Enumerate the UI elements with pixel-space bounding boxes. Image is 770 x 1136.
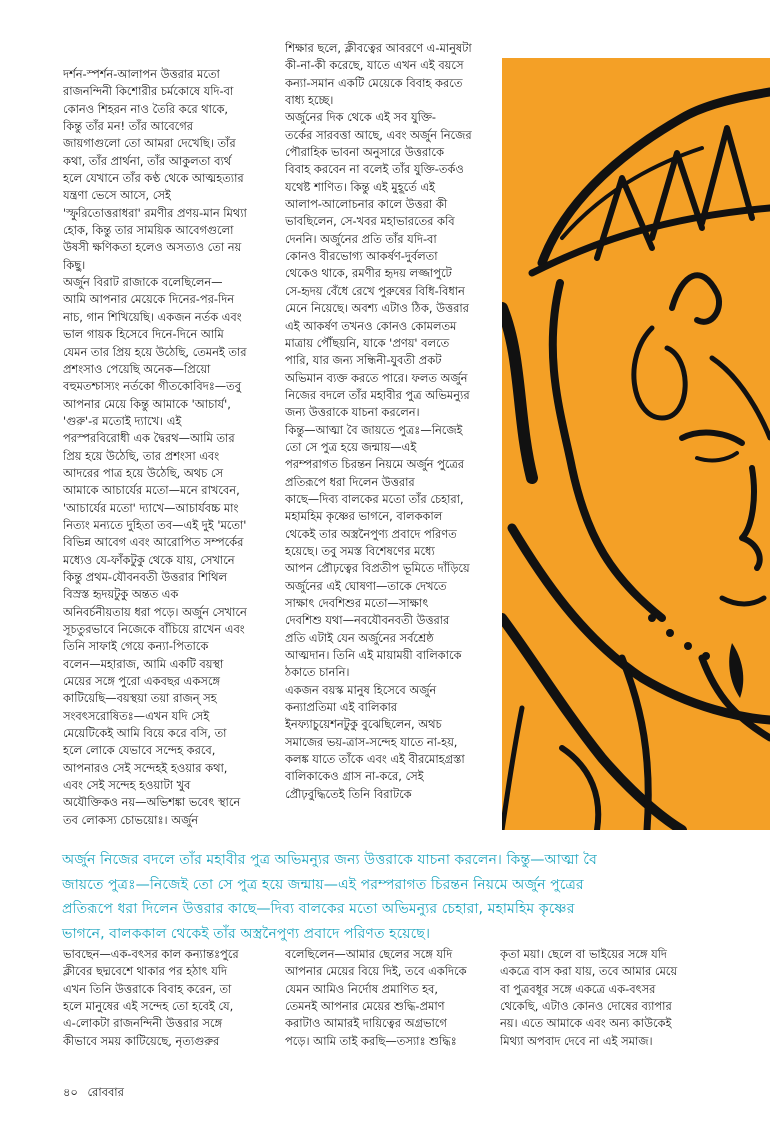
text-line: আলাপ-আলোচনার কালে উত্তরা কী bbox=[285, 197, 448, 212]
text-line: প্রিয় হয়ে উঠেছি, তার প্রশংসা এবং bbox=[63, 448, 220, 463]
text-line: আপনার মেয়ের বিয়ে দিই, তবে একদিকে bbox=[285, 964, 467, 979]
text-line: প্রৌঢ়বুদ্ধিতেই তিনি বিরাটকে bbox=[285, 786, 412, 801]
text-line: পরস্পরবিরোধী এক দ্বৈরথ—আমি তার bbox=[63, 431, 235, 446]
text-line: ইনফ্যাচুয়েশনটুকু বুঝেছিলেন, অথচ bbox=[285, 717, 442, 732]
text-line: এই আকর্ষণ তখনও কোনও কোমলতম bbox=[285, 318, 457, 333]
text-line: আত্মদান। তিনি এই মায়াময়ী বালিকাকে bbox=[285, 648, 462, 663]
text-line: ভাবছেন—এক-বৎসর কাল কন্যান্তঃপুরে bbox=[63, 947, 239, 961]
text-line: যেমন আমিও নির্দোষ প্রমাণিত হব, bbox=[285, 981, 439, 996]
text-line: তিনি সাফাই গেয়ে কন্যা-পিতাকে bbox=[63, 639, 209, 654]
text-line: জায়গাগুলো তো আমরা দেখেছি। তাঁর bbox=[63, 136, 236, 151]
arjuna-illustration bbox=[502, 58, 770, 830]
text-line: দেবশিশু যথা—নবযৌবনবতী উত্তরার bbox=[285, 613, 450, 628]
text-line: মহামহিম কৃষ্ণের ভাগনে, বালককাল bbox=[285, 509, 443, 524]
text-line: রাজনন্দিনী কিশোরীর চর্মকোষে যদি-বা bbox=[63, 84, 234, 99]
text-line: অর্জুন বিরাট রাজাকে বলেছিলেন— bbox=[63, 275, 223, 290]
text-line: কোনও শিহরন নাও তৈরি করে থাকে, bbox=[63, 101, 229, 116]
text-line: এখন তিনি উত্তরাকে বিবাহ করেন, তা bbox=[63, 981, 232, 996]
text-line: কন্যাপ্রতিমা এই বালিকার bbox=[285, 700, 398, 715]
text-line: ক্লীবের ছদ্মবেশে থাকার পর হঠাৎ যদি bbox=[63, 964, 228, 979]
pull-quote bbox=[62, 848, 722, 946]
text-line: প্রতিরূপে ধরা দিলেন উত্তরার bbox=[285, 474, 415, 489]
text-line: ঠকাতে চাননি। bbox=[285, 665, 350, 680]
text-line: মাত্রায় পৌঁছয়নি, যাকে 'প্রণয়' বলতে bbox=[285, 335, 450, 350]
text-line: মেয়ের সঙ্গে পুরো একবছর একসঙ্গে bbox=[63, 674, 220, 689]
text-line: বা পুত্রবধূর সঙ্গে একত্রে এক-বৎসর bbox=[500, 981, 656, 996]
text-line: কিন্তু—আত্মা বৈ জায়তে পুত্রঃ—নিজেই bbox=[285, 422, 463, 437]
text-line: কিন্তু প্রথম-যৌবনবতী উত্তরার শিথিল bbox=[63, 569, 227, 584]
page-number: ৪০ bbox=[63, 1085, 78, 1099]
text-line: কৃতা ময়া। ছেলে বা ভাইয়ের সঙ্গে যদি bbox=[500, 947, 667, 961]
text-line: অভিমান ব্যক্ত করতে পারে। ফলত অর্জুন bbox=[285, 370, 468, 385]
text-line: কিন্তু তাঁর মন! তাঁর আবেগের bbox=[63, 119, 193, 134]
text-line: বিভিন্ন আবেগ এবং আরোপিত সম্পর্কের bbox=[63, 535, 244, 550]
text-line: বালিকাকেও গ্রাস না-করে, সেই bbox=[285, 769, 424, 784]
text-line: জন্য উত্তরাকে যাচনা করলেন। bbox=[285, 405, 420, 420]
text-line: আপনার মেয়ে কিন্তু আমাকে 'আচার্য', bbox=[63, 396, 231, 411]
text-line: একজন বয়স্ক মানুষ হিসেবে অর্জুন bbox=[285, 682, 437, 697]
text-line: কোনও বীরভোগ্য আকর্ষণ-দুর্বলতা bbox=[285, 249, 438, 264]
text-line: কী-না-কী করেছে, যাতে এখন এই বয়সে bbox=[285, 58, 464, 73]
body-column-3 bbox=[63, 946, 263, 1050]
text-line: শিক্ষার ছলে, ক্লীবত্বের আবরণে এ-মানুষটা bbox=[285, 41, 472, 55]
text-line: কন্যা-সমান একটি মেয়েকে বিবাহ করতে bbox=[285, 75, 463, 90]
text-line: পৌরাহিক ভাবনা অনুসারে উত্তরাকে bbox=[285, 145, 444, 160]
text-line: প্রতিরূপে ধরা দিলেন উত্তরার কাছে—দিব্য বালকের মতো অভিমন্যুর চেহারা, মহামহিম কৃষ্ণের bbox=[62, 901, 575, 917]
text-line: হলে যেখানে তাঁর কণ্ঠ থেকে আত্মহত্যার bbox=[63, 171, 244, 186]
body-column-4 bbox=[285, 946, 485, 1050]
text-line: মেয়েটিকেই আমি বিয়ে করে বসি, তা bbox=[63, 726, 227, 741]
text-line: তব লোকস্য চোভয়োঃ। অর্জুন bbox=[63, 812, 199, 827]
text-line: পরম্পরাগত চিরন্তন নিয়মে অর্জুন পুত্রের bbox=[285, 457, 465, 472]
text-line: নাচ, গান শিখিয়েছি। একজন নর্তক এবং bbox=[63, 309, 242, 324]
text-line: অযৌক্তিকও নয়—অভিশঙ্কা ভবেৎ স্থানে bbox=[63, 795, 241, 810]
text-line: বাধ্য হচ্ছে। bbox=[285, 93, 334, 108]
text-line: আমি আপনার মেয়েকে দিনের-পর-দিন bbox=[63, 292, 235, 307]
text-line: সাক্ষাৎ দেবশিশুর মতো—সাক্ষাৎ bbox=[285, 596, 429, 610]
text-line: হলে লোকে যেভাবে সন্দেহ করবে, bbox=[63, 743, 216, 758]
text-line: ভাল গায়ক হিসেবে দিনে-দিনে আমি bbox=[63, 327, 224, 342]
text-line: আপনারও সেই সন্দেহই হওয়ার কথা, bbox=[63, 760, 228, 775]
text-line: যেমন তার প্রিয় হয়ে উঠেছি, তেমনই তার bbox=[63, 344, 247, 359]
text-line: পারি, যার জন্য সন্ধিনী-যুবতী প্রকট bbox=[285, 353, 442, 368]
text-line: একত্রে বাস করা যায়, তবে আমার মেয়ে bbox=[500, 964, 678, 979]
text-line: করাটাও আমারই দায়িত্বের অগ্রভাগে bbox=[285, 1016, 447, 1031]
text-line: যথেষ্ট শাণিত। কিন্তু এই মুহূর্তে এই bbox=[285, 179, 435, 194]
text-line: বিস্রস্ত হৃদয়টুকু অন্তত এক bbox=[63, 587, 179, 602]
text-line: মিথ্যা অপবাদ দেবে না এই সমাজ। bbox=[500, 1033, 653, 1048]
text-line: নিত্যং মন্যতে দুহিতা তব—এই দুই 'মতো' bbox=[63, 517, 247, 532]
text-line: আদরের পাত্র হয়ে উঠেছি, অথচ সে bbox=[63, 465, 224, 480]
body-column-1 bbox=[63, 66, 263, 829]
text-line: দেননি। অর্জুনের প্রতি তাঁর যদি-বা bbox=[285, 231, 437, 246]
text-line: কলঙ্ক যাতে তাঁকে এবং এই বীরমোহগ্রস্তা bbox=[285, 752, 465, 767]
text-line: নিজের বদলে তাঁর মহাবীর পুত্র অভিমন্যুর bbox=[285, 387, 470, 402]
text-line: কথা, তাঁর প্রার্থনা, তাঁর আকুলতা ব্যর্থ bbox=[63, 153, 232, 168]
text-line: 'গুরু'-র মতোই দ্যাখে। এই bbox=[63, 413, 182, 428]
body-column-2 bbox=[285, 40, 501, 803]
text-line: ভাবছিলেন, সে-খবর মহাভারতের কবি bbox=[285, 214, 455, 229]
text-line: মধ্যেও যে-ফাঁকটুকু থেকে যায়, সেখানে bbox=[63, 552, 235, 567]
page-footer bbox=[63, 1084, 130, 1103]
text-line: তো সে পুত্র হয়ে জন্মায়—এই bbox=[285, 439, 417, 454]
text-line: বলেন—মহারাজ, আমি একটি বয়স্থা bbox=[63, 656, 224, 671]
text-line: অর্জুনের দিক থেকে এই সব যুক্তি- bbox=[285, 110, 437, 125]
text-line: হয়েছে। তবু সমস্ত বিশেষণের মধ্যে bbox=[285, 543, 435, 558]
text-line: বহুমতশ্চাস্যং নর্তকো গীতকোবিদঃ—তবু bbox=[63, 379, 242, 394]
text-line: সূচতুরভাবে নিজেকে বাঁচিয়ে রাখেন এবং bbox=[63, 622, 245, 636]
text-line: সংবৎসরোষিতঃ—এখন যদি সেই bbox=[63, 708, 210, 723]
text-line: কীভাবে সময় কাটিয়েছে, নৃত্যগুরুর bbox=[63, 1033, 220, 1048]
text-line: কাছে—দিব্য বালকের মতো তাঁর চেহারা, bbox=[285, 491, 464, 506]
text-line: বিবাহ করবেন না বলেই তাঁর যুক্তি-তর্কও bbox=[285, 162, 464, 177]
text-line: সে-হৃদয় বেঁধে রেখে পুরুষের বিধি-বিধান bbox=[285, 283, 465, 298]
text-line: তেমনই আপনার মেয়ের শুদ্ধি-প্রমাণ bbox=[285, 999, 445, 1014]
text-line: পড়ে। আমি তাই করছি—তস্যাঃ শুদ্ধিঃ bbox=[285, 1033, 457, 1048]
text-line: এবং সেই সন্দেহ হওয়াটা খুব bbox=[63, 778, 191, 793]
text-line: অর্জুনের এই ঘোষণা—তাকে দেখতে bbox=[285, 578, 447, 593]
text-line: দর্শন-স্পর্শন-আলাপন উত্তরার মতো bbox=[63, 67, 220, 81]
text-line: কাটিয়েছি—বয়স্থয়া তয়া রাজন্ সহ bbox=[63, 691, 217, 706]
text-line: প্রশংসাও পেয়েছি অনেক—প্রিয়ো bbox=[63, 361, 211, 376]
text-line: 'স্ফুরিতোত্তরাধরা' রমণীর প্রণয়-মান মিথ্যা bbox=[63, 205, 247, 220]
text-line: তর্কের সারবত্তা আছে, এবং অর্জুন নিজের bbox=[285, 127, 472, 142]
text-line: মেনে নিয়েছে। অবশ্য এটাও ঠিক, উত্তরার bbox=[285, 301, 469, 316]
text-line: সমাজের ভয়-ত্রাস-সন্দেহ যাতে না-হয়, bbox=[285, 734, 458, 749]
text-line: কিছু। bbox=[63, 257, 86, 272]
text-line: জায়তে পুত্রঃ—নিজেই তো সে পুত্র হয়ে জন্মায়—এই পরম্পরাগত চিরন্তন নিয়মে অর্জুন পুত্রের bbox=[62, 876, 584, 893]
text-line: বলেছিলেন—আমার ছেলের সঙ্গে যদি bbox=[285, 947, 453, 961]
text-line: থেকেও থাকে, রমণীর হৃদয় লজ্জাপুটে bbox=[285, 266, 452, 281]
body-column-5 bbox=[500, 946, 710, 1050]
text-line: নয়। এতে আমাকে এবং অন্য কাউকেই bbox=[500, 1016, 672, 1031]
text-line: যন্ত্রণা ভেসে আসে, সেই bbox=[63, 188, 171, 203]
text-line: ভাগনে, বালককাল থেকেই তাঁর অস্ত্রনৈপুণ্য প্রবাদে পরিণত হয়েছে। bbox=[62, 925, 431, 942]
text-line: হলে মানুষের এই সন্দেহ তো হবেই যে, bbox=[63, 999, 234, 1014]
section-name: রোববার bbox=[87, 1085, 124, 1099]
text-line: 'আচার্যের মতো' দ্যাখে—আচার্যবচ্চ মাং bbox=[63, 500, 239, 515]
text-line: উষসী ক্ষণিকতা হলেও অসত্যও তো নয় bbox=[63, 240, 242, 255]
text-line: অনিবর্চনীয়তায় ধরা পড়ে। অর্জুন সেখানে bbox=[63, 604, 247, 619]
text-line: আপন প্রৌঢ়ত্বের বিপ্রতীপ ভূমিতে দাঁড়িয়ে bbox=[285, 561, 470, 576]
text-line: প্রতি এটাই যেন অর্জুনের সর্বশ্রেষ্ঠ bbox=[285, 630, 434, 645]
text-line: থেকেই তার অস্ত্রনৈপুণ্য প্রবাদে পরিণত bbox=[285, 526, 457, 541]
text-line: আমাকে আচার্যের মতো—মনে রাখবেন, bbox=[63, 483, 240, 498]
text-line: অর্জুন নিজের বদলে তাঁর মহাবীর পুত্র অভিমন্যুর জন্য উত্তরাকে যাচনা করলেন। কিন্তু—আত্মা বৈ bbox=[62, 852, 597, 868]
text-line: এ-লোকটা রাজনন্দিনী উত্তরার সঙ্গে bbox=[63, 1016, 223, 1031]
text-line: থেকেছি, এটাও কোনও দোষের ব্যাপার bbox=[500, 999, 672, 1014]
text-line: হোক, কিন্তু তার সাময়িক আবেগগুলো bbox=[63, 223, 234, 238]
